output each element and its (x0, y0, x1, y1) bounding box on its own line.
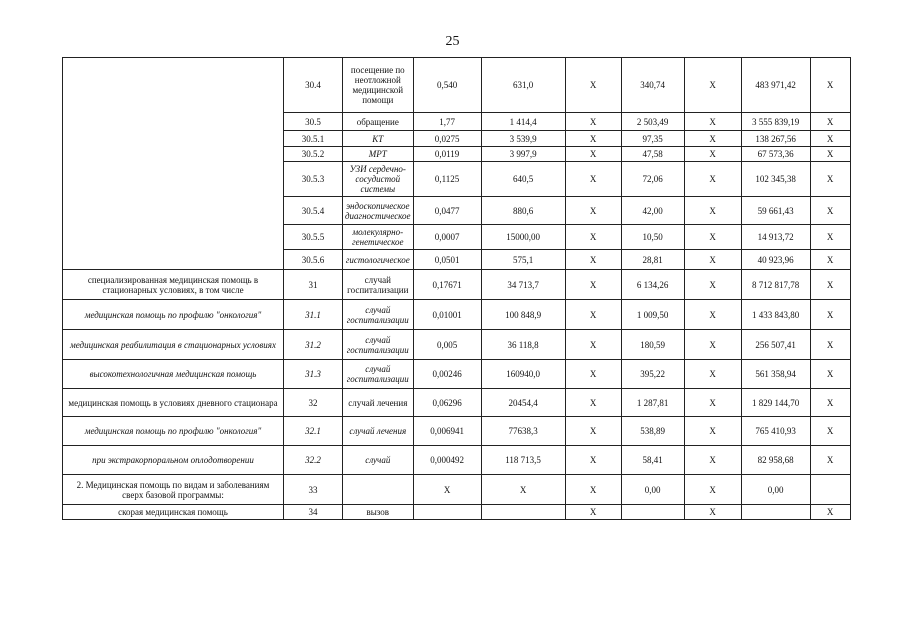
cell-c6: 483 971,42 (741, 58, 810, 113)
table-row (63, 505, 851, 520)
table-row (63, 475, 851, 505)
cell-c6: 765 410,93 (741, 417, 810, 446)
row-number: 32 (284, 389, 343, 417)
cell-c3: X (565, 197, 621, 225)
cell-c5: X (684, 225, 741, 250)
cell-c6: 40 923,96 (741, 250, 810, 270)
row-unit: случай госпитализации (343, 270, 414, 300)
cell-c7: X (810, 131, 850, 147)
cell-c3: X (565, 330, 621, 360)
cell-c2: X (481, 475, 565, 505)
cell-c2: 15000,00 (481, 225, 565, 250)
cell-c2: 1 414,4 (481, 113, 565, 131)
cell-c2: 34 713,7 (481, 270, 565, 300)
cell-c7: X (810, 300, 850, 330)
row-name: скорая медицинская помощь (63, 505, 284, 520)
row-unit: вызов (343, 505, 414, 520)
cell-c1: X (413, 475, 481, 505)
row-unit: молекулярно-генетическое (343, 225, 414, 250)
cell-c4: 538,89 (621, 417, 684, 446)
cell-c4: 28,81 (621, 250, 684, 270)
cell-c4: 47,58 (621, 147, 684, 162)
cell-c3: X (565, 417, 621, 446)
table-row (63, 300, 851, 330)
cell-c4 (621, 505, 684, 520)
cell-c1: 0,005 (413, 330, 481, 360)
cell-c3: X (565, 113, 621, 131)
cell-c4: 0,00 (621, 475, 684, 505)
row-name: медицинская реабилитация в стационарных условиях (63, 330, 284, 360)
cell-c5: X (684, 360, 741, 389)
cell-c5: X (684, 197, 741, 225)
cell-c4: 1 009,50 (621, 300, 684, 330)
financial-table (62, 57, 851, 520)
cell-c2: 160940,0 (481, 360, 565, 389)
page-number: 25 (445, 34, 460, 49)
table-row (63, 270, 851, 300)
row-name: медицинская помощь по профилю "онкология" (63, 300, 284, 330)
cell-c4: 340,74 (621, 58, 684, 113)
cell-c3: X (565, 389, 621, 417)
row-unit: посещение по неотложной медицинской помощи (343, 58, 414, 113)
cell-c5: X (684, 113, 741, 131)
cell-c4: 1 287,81 (621, 389, 684, 417)
cell-c5: X (684, 300, 741, 330)
cell-c6: 0,00 (741, 475, 810, 505)
row-number: 30.5 (284, 113, 343, 131)
cell-c4: 72,06 (621, 162, 684, 197)
cell-c3: X (565, 446, 621, 475)
cell-c4: 6 134,26 (621, 270, 684, 300)
cell-c6: 59 661,43 (741, 197, 810, 225)
cell-c4: 395,22 (621, 360, 684, 389)
cell-c6: 1 829 144,70 (741, 389, 810, 417)
cell-c1: 0,0007 (413, 225, 481, 250)
row-number: 31.2 (284, 330, 343, 360)
cell-c3: X (565, 147, 621, 162)
cell-c1: 0,01001 (413, 300, 481, 330)
cell-c5: X (684, 250, 741, 270)
cell-c2: 3 997,9 (481, 147, 565, 162)
cell-c7: X (810, 417, 850, 446)
cell-c1: 0,006941 (413, 417, 481, 446)
row-unit (343, 475, 414, 505)
row-unit: случай госпитализации (343, 300, 414, 330)
cell-c2: 100 848,9 (481, 300, 565, 330)
cell-c2: 640,5 (481, 162, 565, 197)
row-unit: гистологическое (343, 250, 414, 270)
cell-c2: 575,1 (481, 250, 565, 270)
cell-c5: X (684, 389, 741, 417)
cell-c2 (481, 505, 565, 520)
cell-c7 (810, 475, 850, 505)
cell-c5: X (684, 475, 741, 505)
cell-c5: X (684, 58, 741, 113)
row-number: 32.2 (284, 446, 343, 475)
row-name: медицинская помощь по профилю "онкология" (63, 417, 284, 446)
cell-c2: 3 539,9 (481, 131, 565, 147)
row-number: 33 (284, 475, 343, 505)
cell-c5: X (684, 417, 741, 446)
cell-c3: X (565, 131, 621, 147)
cell-c3: X (565, 360, 621, 389)
row-unit: случай (343, 446, 414, 475)
cell-c1: 0,540 (413, 58, 481, 113)
table-row (63, 360, 851, 389)
cell-c6: 1 433 843,80 (741, 300, 810, 330)
row-name (63, 58, 284, 270)
cell-c2: 77638,3 (481, 417, 565, 446)
cell-c2: 36 118,8 (481, 330, 565, 360)
cell-c4: 180,59 (621, 330, 684, 360)
cell-c7: X (810, 225, 850, 250)
cell-c7: X (810, 113, 850, 131)
cell-c6: 256 507,41 (741, 330, 810, 360)
cell-c4: 10,50 (621, 225, 684, 250)
cell-c6: 82 958,68 (741, 446, 810, 475)
table-row (63, 58, 851, 113)
cell-c6: 3 555 839,19 (741, 113, 810, 131)
row-unit: случай госпитализации (343, 360, 414, 389)
cell-c3: X (565, 300, 621, 330)
cell-c7: X (810, 58, 850, 113)
cell-c1: 0,06296 (413, 389, 481, 417)
cell-c7: X (810, 389, 850, 417)
cell-c6: 14 913,72 (741, 225, 810, 250)
cell-c6: 67 573,36 (741, 147, 810, 162)
cell-c4: 42,00 (621, 197, 684, 225)
cell-c3: X (565, 505, 621, 520)
row-number: 31.1 (284, 300, 343, 330)
row-unit: КТ (343, 131, 414, 147)
row-number: 34 (284, 505, 343, 520)
cell-c7: X (810, 162, 850, 197)
row-number: 30.5.3 (284, 162, 343, 197)
row-number: 30.5.4 (284, 197, 343, 225)
cell-c1: 0,1125 (413, 162, 481, 197)
cell-c4: 58,41 (621, 446, 684, 475)
row-unit: обращение (343, 113, 414, 131)
row-number: 30.5.5 (284, 225, 343, 250)
cell-c7: X (810, 270, 850, 300)
cell-c6: 561 358,94 (741, 360, 810, 389)
table-row (63, 446, 851, 475)
row-unit: случай госпитализации (343, 330, 414, 360)
cell-c1: 0,17671 (413, 270, 481, 300)
row-number: 30.5.2 (284, 147, 343, 162)
row-unit: случай лечения (343, 417, 414, 446)
cell-c3: X (565, 250, 621, 270)
cell-c7: X (810, 147, 850, 162)
row-unit: УЗИ сердечно-сосудистой системы (343, 162, 414, 197)
cell-c3: X (565, 58, 621, 113)
cell-c5: X (684, 330, 741, 360)
cell-c2: 118 713,5 (481, 446, 565, 475)
cell-c1: 0,0275 (413, 131, 481, 147)
cell-c5: X (684, 162, 741, 197)
cell-c1: 0,00246 (413, 360, 481, 389)
cell-c3: X (565, 225, 621, 250)
cell-c7: X (810, 197, 850, 225)
cell-c7: X (810, 330, 850, 360)
cell-c3: X (565, 162, 621, 197)
row-number: 30.5.1 (284, 131, 343, 147)
cell-c5: X (684, 505, 741, 520)
cell-c6: 138 267,56 (741, 131, 810, 147)
row-number: 31 (284, 270, 343, 300)
row-unit: эндоскопическое диагностическое (343, 197, 414, 225)
cell-c4: 97,35 (621, 131, 684, 147)
cell-c2: 631,0 (481, 58, 565, 113)
cell-c5: X (684, 147, 741, 162)
cell-c6 (741, 505, 810, 520)
row-name: медицинская помощь в условиях дневного стационара (63, 389, 284, 417)
cell-c6: 8 712 817,78 (741, 270, 810, 300)
row-name: высокотехнологичная медицинская помощь (63, 360, 284, 389)
cell-c1: 0,0501 (413, 250, 481, 270)
cell-c1: 0,000492 (413, 446, 481, 475)
table-row (63, 330, 851, 360)
cell-c3: X (565, 475, 621, 505)
cell-c2: 880,6 (481, 197, 565, 225)
cell-c7: X (810, 446, 850, 475)
row-number: 32.1 (284, 417, 343, 446)
row-unit: МРТ (343, 147, 414, 162)
cell-c5: X (684, 131, 741, 147)
cell-c5: X (684, 446, 741, 475)
row-unit: случай лечения (343, 389, 414, 417)
row-number: 30.4 (284, 58, 343, 113)
cell-c7: X (810, 250, 850, 270)
row-name: при экстракорпоральном оплодотворении (63, 446, 284, 475)
row-number: 31.3 (284, 360, 343, 389)
cell-c6: 102 345,38 (741, 162, 810, 197)
table-row (63, 417, 851, 446)
row-number: 30.5.6 (284, 250, 343, 270)
row-name: специализированная медицинская помощь в стационарных условиях, в том числе (63, 270, 284, 300)
row-name: 2. Медицинская помощь по видам и заболеваниям сверх базовой программы: (63, 475, 284, 505)
cell-c3: X (565, 270, 621, 300)
cell-c1: 1,77 (413, 113, 481, 131)
cell-c1: 0,0119 (413, 147, 481, 162)
cell-c1 (413, 505, 481, 520)
cell-c4: 2 503,49 (621, 113, 684, 131)
cell-c7: X (810, 505, 850, 520)
cell-c5: X (684, 270, 741, 300)
table-row (63, 389, 851, 417)
cell-c2: 20454,4 (481, 389, 565, 417)
cell-c7: X (810, 360, 850, 389)
cell-c1: 0,0477 (413, 197, 481, 225)
